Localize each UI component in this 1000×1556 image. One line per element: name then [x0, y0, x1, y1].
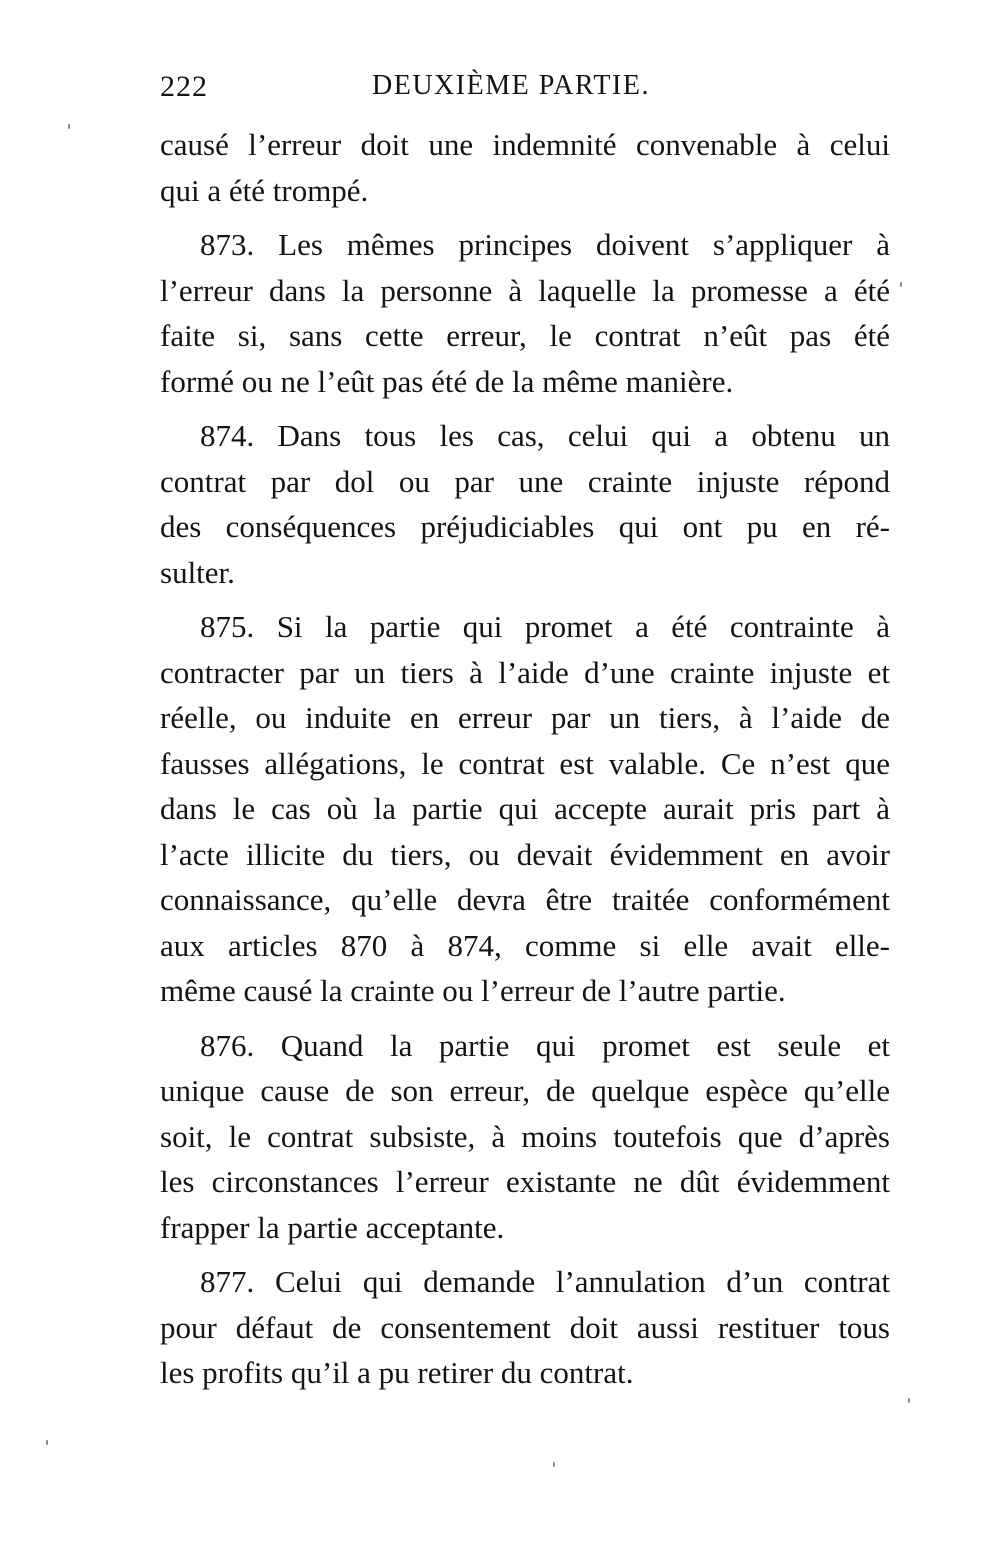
- text-line: même causé la crainte ou l’erreur de l’autre partie.: [160, 973, 786, 1008]
- text-line: réelle, ou induite en erreur par un tiers, à l’aide de: [160, 700, 890, 735]
- paragraph-article-874: [160, 413, 890, 595]
- text-line: aux articles 870 à 874, comme si elle avait elle-: [160, 927, 890, 963]
- paragraph-article-873: [160, 222, 890, 404]
- text-line: 874. Dans tous les cas, celui qui a obtenu un: [200, 418, 890, 453]
- paper-speck: [908, 1398, 910, 1403]
- text-line: fausses allégations, le contrat est valable. Ce n’est que: [160, 745, 890, 781]
- running-title: DEUXIÈME PARTIE.: [372, 70, 650, 101]
- page-header: [160, 70, 690, 114]
- text-line: qui a été trompé.: [160, 172, 369, 208]
- text-line: frapper la partie acceptante.: [160, 1209, 505, 1245]
- text-line: causé l’erreur doit une indemnité convenable à celui: [160, 127, 890, 162]
- text-line: sulter.: [160, 554, 235, 590]
- text-line: dans le cas où la partie qui accepte aurait pris part à: [160, 791, 890, 826]
- text-line: pour défaut de consentement doit aussi restituer tous: [160, 1309, 890, 1345]
- text-line: des conséquences préjudiciables qui ont pu en ré-: [160, 509, 890, 544]
- text-line: formé ou ne l’eût pas été de la même manière.: [160, 363, 734, 399]
- text-line: l’acte illicite du tiers, ou devait évidemment en avoir: [160, 836, 890, 872]
- text-line: faite si, sans cette erreur, le contrat n’eût pas été: [160, 318, 890, 353]
- paper-speck: [68, 124, 70, 129]
- text-line: unique cause de son erreur, de quelque espèce qu’elle: [160, 1073, 890, 1108]
- paper-speck: [553, 1462, 555, 1467]
- body-text: [160, 122, 890, 1396]
- paper-speck: [900, 282, 902, 287]
- text-line: 873. Les mêmes principes doivent s’appliquer à: [200, 227, 890, 262]
- text-line: soit, le contrat subsiste, à moins toutefois que d’après: [160, 1118, 890, 1154]
- text-line: 877. Celui qui demande l’annulation d’un contrat: [200, 1264, 890, 1299]
- text-line: les profits qu’il a pu retirer du contrat.: [160, 1355, 634, 1390]
- paragraph-article-876: [160, 1023, 890, 1251]
- text-line: 876. Quand la partie qui promet est seule et: [200, 1027, 890, 1063]
- text-line: les circonstances l’erreur existante ne dût évidemment: [160, 1164, 890, 1199]
- paragraph-article-875: [160, 604, 890, 1014]
- text-line: contracter par un tiers à l’aide d’une crainte injuste et: [160, 654, 890, 690]
- text-line: contrat par dol ou par une crainte injuste répond: [160, 463, 890, 499]
- text-line: l’erreur dans la personne à laquelle la promesse a été: [160, 272, 890, 308]
- paper-speck: [46, 1440, 48, 1445]
- page-number: 222: [160, 70, 208, 103]
- paragraph-article-877: [160, 1259, 890, 1396]
- text-line: 875. Si la partie qui promet a été contrainte à: [200, 609, 890, 644]
- text-line: connaissance, qu’elle devra être traitée conformément: [160, 882, 890, 917]
- paragraph-continuation: [160, 122, 890, 213]
